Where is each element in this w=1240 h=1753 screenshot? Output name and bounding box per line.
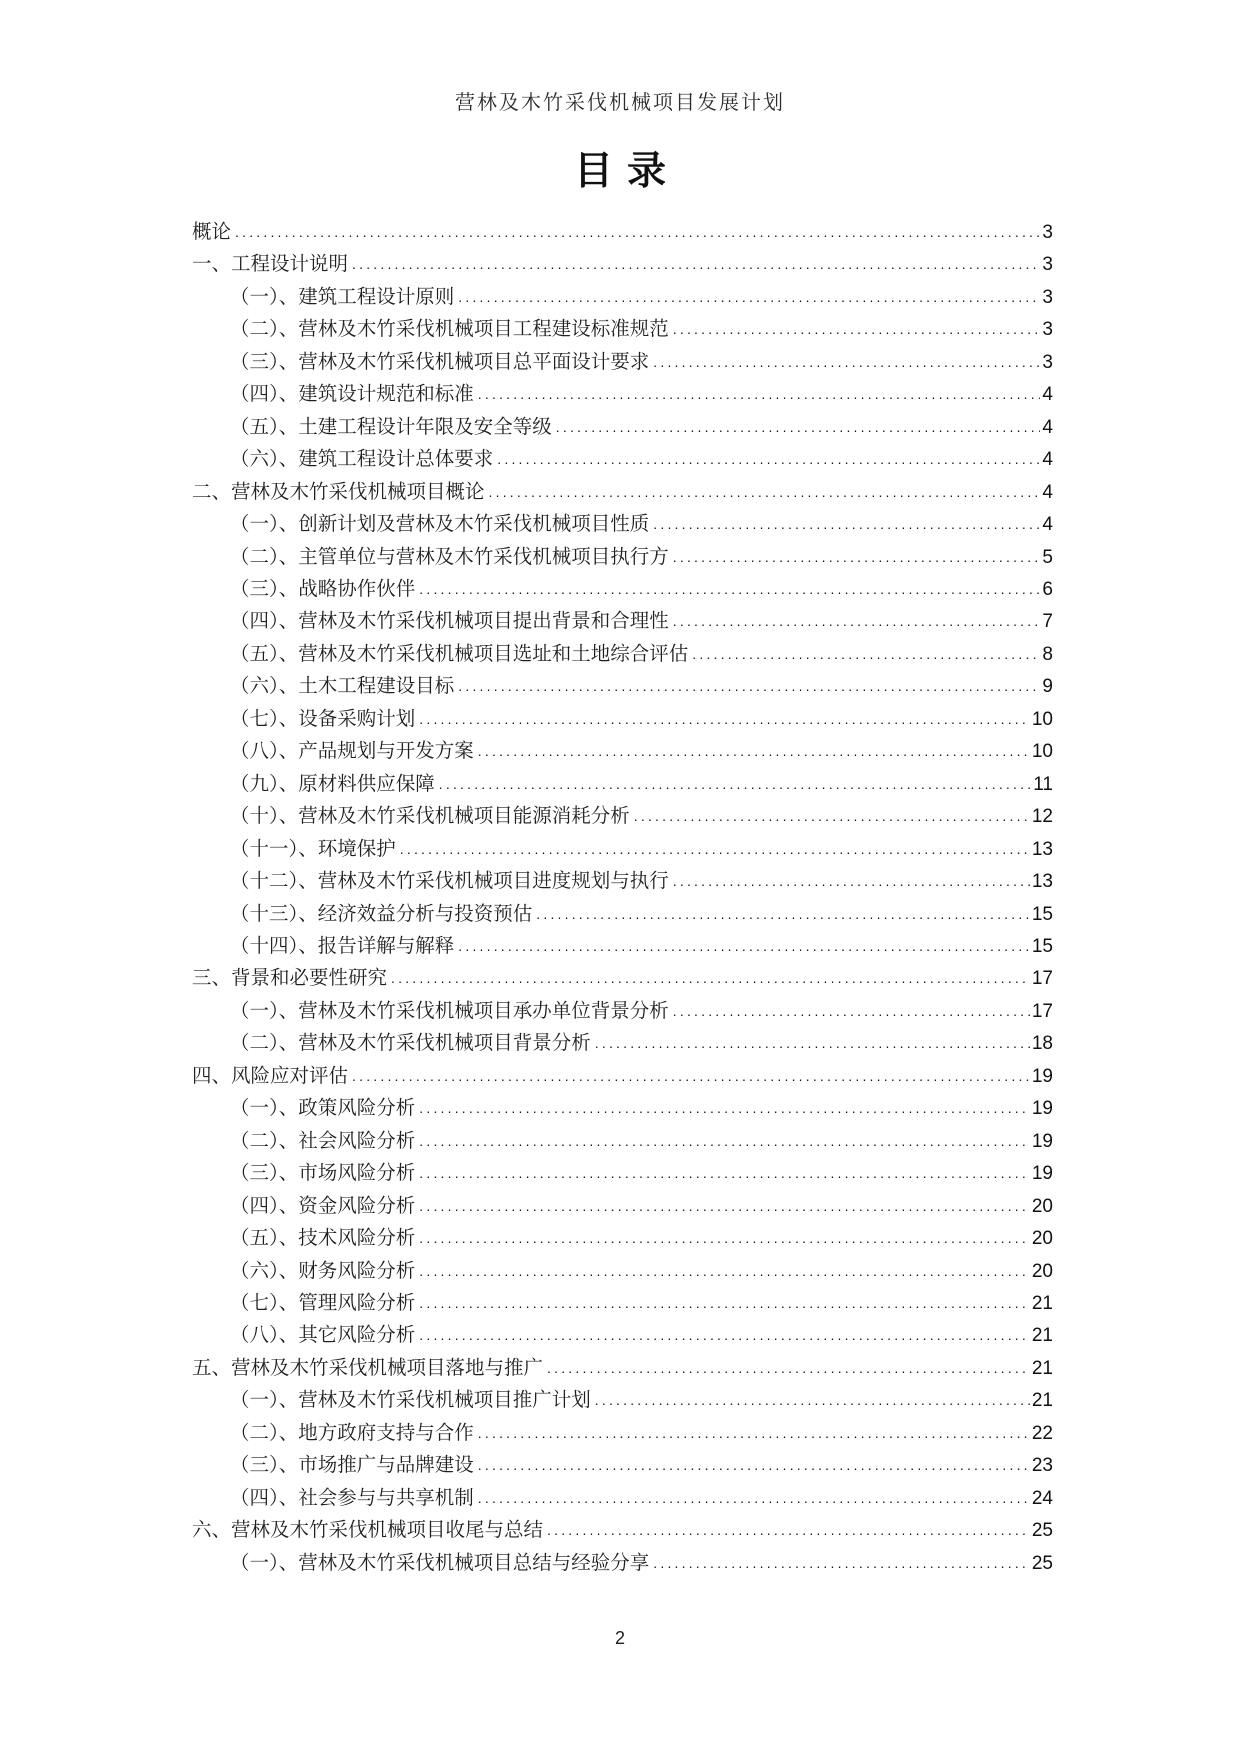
toc-dot-leader: [595, 1027, 1030, 1059]
toc-entry[interactable]: [192, 1353, 1053, 1385]
toc-entry-label: （三）、营林及木竹采伐机械项目总平面设计要求: [230, 351, 650, 373]
toc-entry-page-number: 20: [1031, 1228, 1053, 1250]
toc-entry-page-number: 15: [1031, 935, 1053, 957]
toc-entry-label: （四）、建筑设计规范和标准: [230, 384, 474, 406]
toc-dot-leader: [536, 898, 1030, 930]
toc-dot-leader: [556, 411, 1041, 443]
toc-entry-label: （五）、营林及木竹采伐机械项目选址和土地综合评估: [230, 643, 689, 665]
toc-dot-leader: [419, 1287, 1030, 1319]
toc-entry[interactable]: [192, 444, 1053, 476]
toc-dot-leader: [673, 865, 1030, 897]
toc-entry-label: （六）、建筑工程设计总体要求: [230, 449, 494, 471]
toc-entry-page-number: 11: [1033, 773, 1053, 795]
toc-entry-page-number: 4: [1042, 384, 1053, 406]
toc-entry-label: （四）、资金风险分析: [230, 1195, 416, 1217]
toc-entry[interactable]: [192, 379, 1053, 411]
toc-entry-label: 概论: [192, 222, 232, 243]
toc-entry[interactable]: [192, 314, 1053, 346]
toc-entry-page-number: 21: [1031, 1325, 1053, 1347]
toc-entry[interactable]: [192, 769, 1053, 801]
toc-dot-leader: [458, 930, 1030, 962]
toc-entry[interactable]: [192, 801, 1053, 833]
document-header-title: 营林及木竹采伐机械项目发展计划: [455, 92, 785, 114]
toc-entry-page-number: 3: [1042, 222, 1053, 243]
toc-dot-leader: [419, 1222, 1030, 1254]
toc-entry-label: 六、营林及木竹采伐机械项目收尾与总结: [192, 1520, 544, 1542]
toc-dot-leader: [653, 1547, 1030, 1579]
toc-entry-page-number: 4: [1042, 514, 1053, 536]
toc-entry[interactable]: [192, 1061, 1053, 1093]
toc-entry-label: 四、风险应对评估: [192, 1065, 349, 1087]
toc-entry-page-number: 23: [1031, 1455, 1053, 1477]
toc-entry[interactable]: [192, 1320, 1053, 1352]
toc-dot-leader: [352, 1060, 1030, 1092]
toc-entry[interactable]: [192, 1028, 1053, 1060]
toc-entry[interactable]: [192, 574, 1053, 606]
toc-entry[interactable]: [192, 1385, 1053, 1417]
toc-entry-page-number: 6: [1042, 578, 1053, 600]
toc-entry-page-number: 3: [1042, 254, 1053, 276]
toc-entry-page-number: 4: [1042, 481, 1053, 503]
toc-entry-label: （十三）、经济效益分析与投资预估: [230, 903, 533, 925]
footer-page-number: 2: [614, 1628, 625, 1648]
toc-entry-page-number: 19: [1031, 1130, 1053, 1152]
toc-entry-label: 二、营林及木竹采伐机械项目概论: [192, 481, 485, 503]
toc-entry[interactable]: [192, 282, 1053, 314]
toc-entry[interactable]: [192, 1483, 1053, 1515]
toc-entry-label: （八）、产品规划与开发方案: [230, 741, 474, 763]
toc-entry-label: （二）、主管单位与营林及木竹采伐机械项目执行方: [230, 546, 669, 568]
toc-dot-leader: [653, 346, 1040, 378]
toc-entry-label: （五）、土建工程设计年限及安全等级: [230, 416, 552, 438]
toc-entry-label: （四）、营林及木竹采伐机械项目提出背景和合理性: [230, 611, 669, 633]
toc-entry-page-number: 21: [1031, 1292, 1053, 1314]
toc-entry-label: （九）、原材料供应保障: [230, 773, 435, 795]
toc-dot-leader: [391, 962, 1030, 994]
toc-dot-leader: [478, 735, 1030, 767]
toc-entry-page-number: 4: [1042, 416, 1053, 438]
toc-dot-leader: [478, 378, 1041, 410]
toc-entry[interactable]: [192, 477, 1053, 509]
toc-dot-leader: [547, 1514, 1030, 1546]
toc-entry-page-number: 19: [1031, 1065, 1053, 1087]
toc-entry-label: （十四）、报告详解与解释: [230, 935, 455, 957]
toc-entry[interactable]: [192, 866, 1053, 898]
toc-entry[interactable]: [192, 671, 1053, 703]
toc-entry-page-number: 25: [1031, 1552, 1053, 1574]
toc-dot-leader: [547, 1352, 1030, 1384]
toc-entry-label: （一）、营林及木竹采伐机械项目总结与经验分享: [230, 1552, 650, 1574]
toc-entry-page-number: 5: [1042, 546, 1053, 568]
toc-entry-label: （一）、创新计划及营林及木竹采伐机械项目性质: [230, 514, 650, 536]
toc-entry-label: （四）、社会参与与共享机制: [230, 1487, 474, 1509]
toc-entry-page-number: 20: [1031, 1260, 1053, 1282]
toc-entry-page-number: 10: [1031, 741, 1053, 763]
toc-entry[interactable]: [192, 931, 1053, 963]
toc-entry-label: （七）、管理风险分析: [230, 1292, 416, 1314]
toc-dot-leader: [673, 541, 1041, 573]
toc-dot-leader: [692, 638, 1040, 670]
toc-entry-label: （五）、技术风险分析: [230, 1228, 416, 1250]
toc-entry-page-number: 20: [1031, 1195, 1053, 1217]
toc-entry[interactable]: [192, 249, 1053, 281]
toc-entry-page-number: 21: [1031, 1357, 1053, 1379]
toc-entry-page-number: 10: [1031, 708, 1053, 730]
toc-entry-label: （三）、市场风险分析: [230, 1163, 416, 1185]
toc-entry[interactable]: [192, 1158, 1053, 1190]
toc-entry-label: （七）、设备采购计划: [230, 708, 416, 730]
toc-dot-leader: [419, 573, 1040, 605]
toc-entry-page-number: 18: [1031, 1033, 1053, 1055]
toc-dot-leader: [478, 1482, 1030, 1514]
toc-entry[interactable]: [192, 606, 1053, 638]
toc-entry-label: （六）、土木工程建设目标: [230, 676, 455, 698]
toc-entry-page-number: 19: [1031, 1163, 1053, 1185]
toc-entry[interactable]: [192, 1223, 1053, 1255]
toc-entry-page-number: 17: [1031, 968, 1053, 990]
toc-entry-label: （三）、市场推广与品牌建设: [230, 1455, 474, 1477]
toc-entry[interactable]: [192, 1093, 1053, 1125]
toc-entry[interactable]: [192, 963, 1053, 995]
toc-entry-label: （二）、社会风险分析: [230, 1130, 416, 1152]
toc-dot-leader: [419, 1190, 1030, 1222]
toc-entry-label: 五、营林及木竹采伐机械项目落地与推广: [192, 1357, 544, 1379]
toc-entry[interactable]: [192, 1256, 1053, 1288]
toc-dot-leader: [673, 313, 1041, 345]
toc-entry[interactable]: [192, 834, 1053, 866]
toc-entry-page-number: 3: [1042, 286, 1053, 308]
toc-dot-leader: [352, 248, 1040, 280]
toc-dot-leader: [400, 833, 1030, 865]
toc-entry-page-number: 9: [1042, 676, 1053, 698]
toc-entry-page-number: 24: [1031, 1487, 1053, 1509]
toc-dot-leader: [458, 281, 1040, 313]
toc-entry[interactable]: [192, 704, 1053, 736]
toc-dot-leader: [419, 1319, 1030, 1351]
toc-entry-page-number: 4: [1042, 449, 1053, 471]
toc-dot-leader: [419, 1255, 1030, 1287]
toc-dot-leader: [419, 1125, 1030, 1157]
toc-entry-label: （十）、营林及木竹采伐机械项目能源消耗分析: [230, 806, 630, 828]
table-of-contents: [192, 217, 1053, 1580]
toc-entry-page-number: 15: [1031, 903, 1053, 925]
toc-entry[interactable]: [192, 996, 1053, 1028]
toc-entry-label: （一）、营林及木竹采伐机械项目承办单位背景分析: [230, 1000, 669, 1022]
toc-entry-page-number: 3: [1042, 319, 1053, 341]
toc-entry-label: （十一）、环境保护: [230, 838, 396, 860]
page-title: 目录: [573, 150, 680, 193]
toc-entry-label: （十二）、营林及木竹采伐机械项目进度规划与执行: [230, 871, 669, 893]
toc-entry[interactable]: [192, 1450, 1053, 1482]
toc-dot-leader: [497, 443, 1040, 475]
toc-entry[interactable]: [192, 347, 1053, 379]
toc-entry-label: （二）、地方政府支持与合作: [230, 1422, 474, 1444]
toc-entry-label: （一）、建筑工程设计原则: [230, 286, 455, 308]
toc-dot-leader: [595, 1384, 1030, 1416]
toc-entry-page-number: 7: [1042, 611, 1053, 633]
toc-dot-leader: [419, 1157, 1030, 1189]
toc-dot-leader: [653, 508, 1040, 540]
toc-dot-leader: [478, 1417, 1030, 1449]
toc-entry-page-number: 17: [1031, 1000, 1053, 1022]
toc-dot-leader: [439, 768, 1032, 800]
toc-dot-leader: [458, 670, 1040, 702]
toc-entry-page-number: 3: [1042, 351, 1053, 373]
toc-dot-leader: [634, 800, 1030, 832]
toc-entry[interactable]: [192, 217, 1053, 249]
toc-entry-label: （六）、财务风险分析: [230, 1260, 416, 1282]
toc-entry[interactable]: [192, 1126, 1053, 1158]
toc-dot-leader: [419, 1092, 1030, 1124]
toc-entry[interactable]: [192, 1288, 1053, 1320]
toc-entry-label: （三）、战略协作伙伴: [230, 578, 416, 600]
toc-dot-leader: [673, 605, 1041, 637]
toc-dot-leader: [673, 995, 1030, 1027]
toc-entry-page-number: 12: [1031, 806, 1053, 828]
toc-entry-label: （一）、政策风险分析: [230, 1098, 416, 1120]
toc-dot-leader: [235, 216, 1040, 248]
toc-entry[interactable]: [192, 1548, 1053, 1580]
toc-dot-leader: [489, 476, 1041, 508]
toc-entry-page-number: 25: [1031, 1520, 1053, 1542]
toc-dot-leader: [478, 1449, 1030, 1481]
toc-entry-page-number: 13: [1031, 871, 1053, 893]
toc-entry-label: （八）、其它风险分析: [230, 1325, 416, 1347]
toc-entry-page-number: 19: [1031, 1098, 1053, 1120]
toc-entry[interactable]: [192, 1515, 1053, 1547]
toc-entry-label: 一、工程设计说明: [192, 254, 349, 276]
toc-entry[interactable]: [192, 1191, 1053, 1223]
toc-entry-label: （一）、营林及木竹采伐机械项目推广计划: [230, 1390, 591, 1412]
toc-entry[interactable]: [192, 736, 1053, 768]
toc-entry-label: （二）、营林及木竹采伐机械项目工程建设标准规范: [230, 319, 669, 341]
toc-entry[interactable]: [192, 412, 1053, 444]
toc-entry[interactable]: [192, 639, 1053, 671]
toc-entry-page-number: 22: [1031, 1422, 1053, 1444]
toc-dot-leader: [419, 703, 1030, 735]
toc-entry-label: 三、背景和必要性研究: [192, 968, 388, 990]
toc-entry[interactable]: [192, 542, 1053, 574]
toc-entry-page-number: 13: [1031, 838, 1053, 860]
toc-entry-page-number: 8: [1042, 643, 1053, 665]
toc-entry[interactable]: [192, 1418, 1053, 1450]
toc-entry-page-number: 21: [1031, 1390, 1053, 1412]
toc-entry-label: （二）、营林及木竹采伐机械项目背景分析: [230, 1033, 591, 1055]
toc-entry[interactable]: [192, 899, 1053, 931]
toc-entry[interactable]: [192, 509, 1053, 541]
